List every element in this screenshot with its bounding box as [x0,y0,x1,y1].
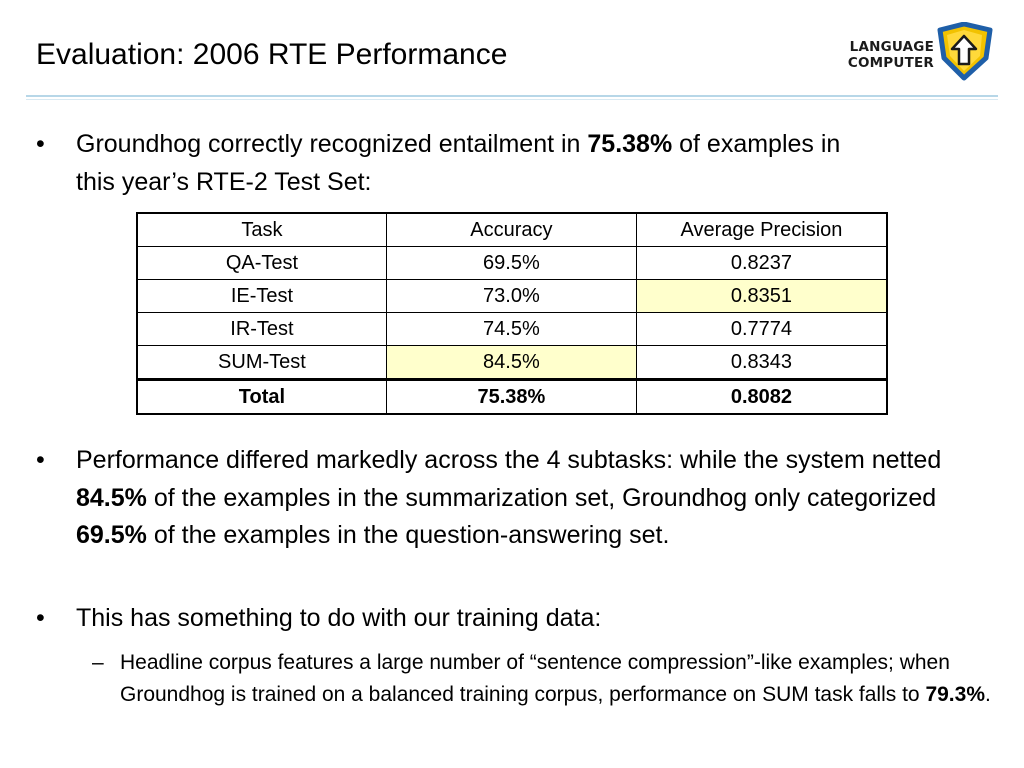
sub-bullet-headline-corpus [120,647,1000,711]
bullet-text: This has something to do with our training data: [76,604,602,632]
column-header-average-precision: Average Precision [636,213,887,247]
bullet-bold-value: 84.5% [76,483,147,512]
bullet-text: of examples in this year’s RTE-2 Test Set: [76,130,841,196]
table-cell: SUM-Test [137,346,386,380]
table-cell-highlighted: 0.8351 [636,280,887,313]
bullet-bold-value: 69.5% [76,521,147,549]
bullet-training-data [76,600,976,638]
sub-bullet-bold-value: 79.3% [925,683,985,706]
table-cell: 0.7774 [636,313,887,346]
logo-line-1: LANGUAGE [849,39,934,55]
table-cell: QA-Test [137,247,386,280]
table-cell-highlighted: 84.5% [386,346,636,380]
table-header-row [137,213,887,247]
table-cell: 0.8343 [636,346,887,380]
table-cell: 73.0% [386,280,636,313]
bullet-text: Performance differed markedly across the 4 subtasks: while the system netted [76,446,942,474]
table-total-row [137,380,887,415]
logo-line-2: COMPUTER [847,55,934,71]
table-cell: 69.5% [386,247,636,280]
table-cell: IR-Test [137,313,386,346]
table-cell-total: 75.38% [386,380,636,415]
bullet-subtask-performance [76,442,991,555]
table-cell: IE-Test [137,280,386,313]
table-row [137,247,887,280]
bullet-text: of the examples in the summarization set, Groundhog only categorized [146,483,937,512]
sub-bullet-text: . [985,683,991,706]
sub-bullet-text: Headline corpus features a large number of “sentence compression”-like examples; when Groundhog is trained on a balanced training corpus, performance on SUM task falls to [120,651,950,706]
title-divider-shadow [26,99,998,100]
bullet-groundhog-accuracy [76,126,876,201]
bullet-text: Groundhog correctly recognized entailment in [76,130,588,158]
slide-title: Evaluation: 2006 RTE Performance [36,38,508,71]
table-row [137,346,887,380]
column-header-accuracy: Accuracy [386,213,636,247]
table-row [137,280,887,313]
language-computer-logo [824,22,996,82]
results-table [136,212,888,415]
table-cell: 0.8237 [636,247,887,280]
logo-wordmark [824,39,934,71]
table-row [137,313,887,346]
title-divider [26,95,998,97]
table-cell-total: 0.8082 [636,380,887,415]
table-cell-total: Total [137,380,386,415]
logo-shield-icon [934,22,996,82]
column-header-task: Task [137,213,386,247]
bullet-bold-value: 75.38% [587,130,673,158]
table-cell: 74.5% [386,313,636,346]
bullet-text: of the examples in the question-answering set. [146,521,670,549]
